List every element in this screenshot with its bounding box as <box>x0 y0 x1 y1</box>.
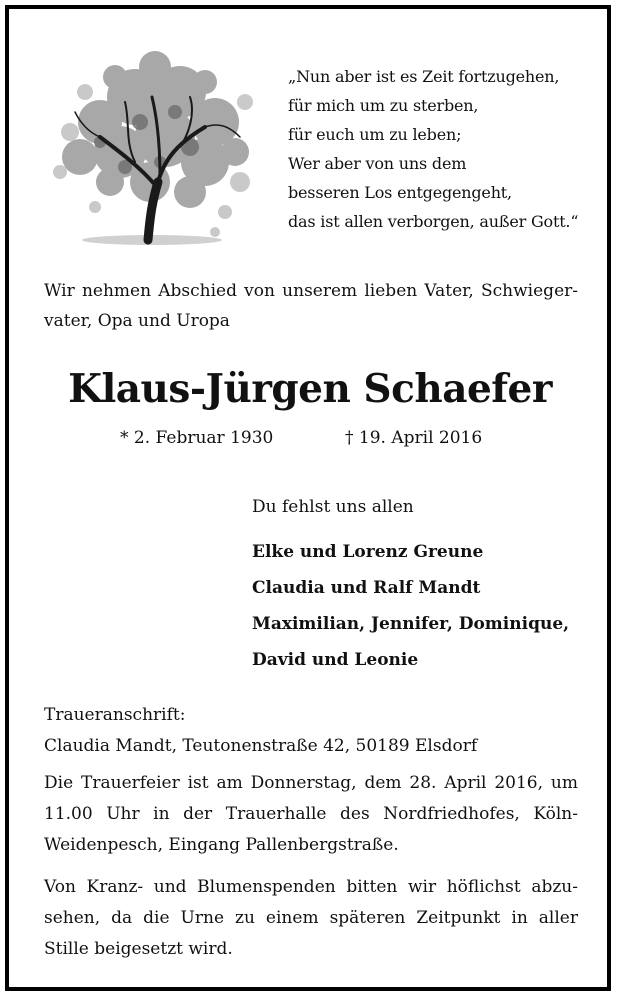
mourning-heading: Du fehlst uns allen <box>252 497 414 517</box>
mourner-line: Claudia und Ralf Mandt <box>252 578 481 598</box>
intro-line: vater, Opa und Uropa <box>44 311 230 331</box>
deceased-name: Klaus-Jürgen Schaefer <box>68 366 552 412</box>
poem-line: für euch um zu leben; <box>288 125 462 144</box>
mourner-line: Maximilian, Jennifer, Dominique, <box>252 614 570 634</box>
death-date: † 19. April 2016 <box>345 428 483 448</box>
flowers-line: Stille beigesetzt wird. <box>44 939 233 959</box>
poem-line: das ist allen verborgen, außer Gott.“ <box>288 212 579 231</box>
tree-illustration <box>40 42 260 247</box>
flowers-line: sehen, da die Urne zu einem späteren Zeitpunkt in aller <box>44 908 578 928</box>
birth-date: * 2. Februar 1930 <box>120 428 274 448</box>
address-text: Claudia Mandt, Teutonenstraße 42, 50189 Elsdorf <box>44 736 478 756</box>
intro-text <box>44 276 578 336</box>
poem-line: für mich um zu sterben, <box>288 96 479 115</box>
ceremony-line: Weidenpesch, Eingang Pallenbergstraße. <box>44 835 399 855</box>
flowers-note <box>44 872 578 965</box>
mourning-address <box>44 700 578 762</box>
intro-line: Wir nehmen Abschied von unserem lieben Vater, Schwieger- <box>44 281 578 301</box>
ceremony-info <box>44 768 578 861</box>
address-label: Traueranschrift: <box>44 705 186 725</box>
poem-line: Wer aber von uns dem <box>288 154 467 173</box>
mourner-line: Elke und Lorenz Greune <box>252 542 484 562</box>
poem-line: besseren Los entgegengeht, <box>288 183 512 202</box>
poem-line: „Nun aber ist es Zeit fortzugehen, <box>288 67 560 86</box>
poem <box>288 62 588 236</box>
flowers-line: Von Kranz- und Blumenspenden bitten wir höflichst abzu- <box>44 877 578 897</box>
ceremony-line: 11.00 Uhr in der Trauerhalle des Nordfriedhofes, Köln- <box>44 804 578 824</box>
ceremony-line: Die Trauerfeier ist am Donnerstag, dem 28. April 2016, um <box>44 773 578 793</box>
mourner-line: David und Leonie <box>252 650 419 670</box>
mourners-list <box>252 534 569 678</box>
